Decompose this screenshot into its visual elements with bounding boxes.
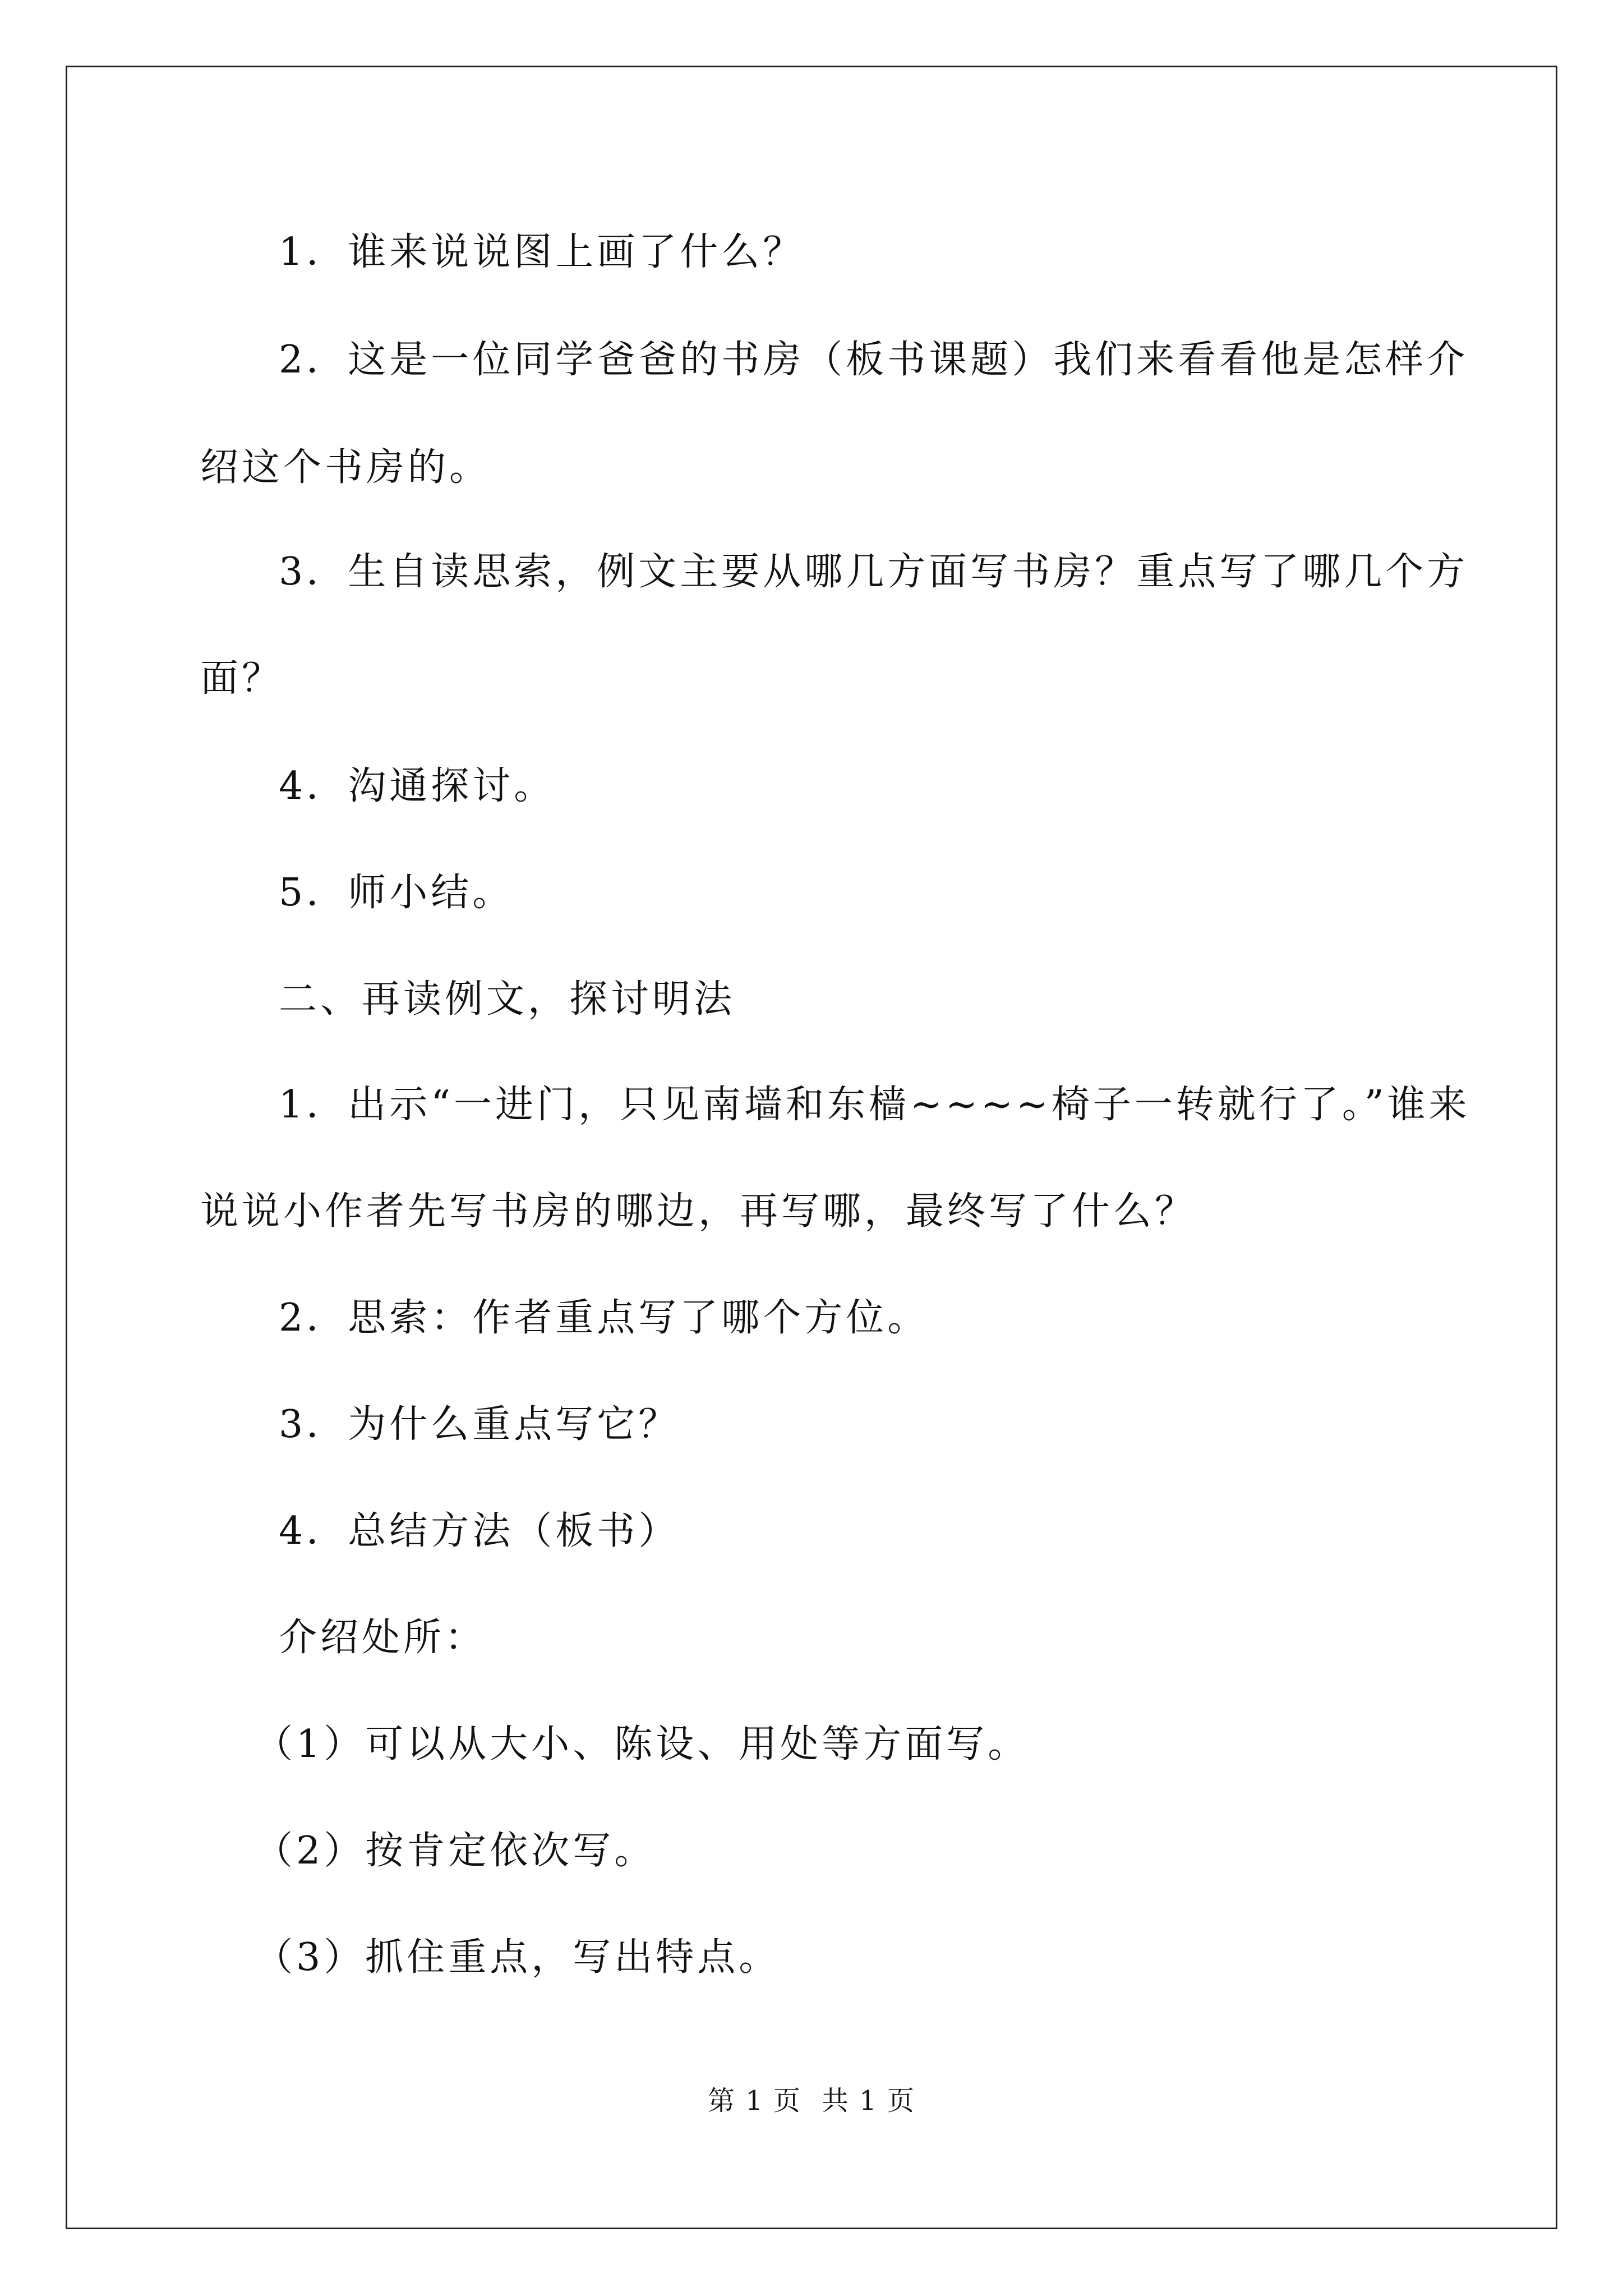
text-line: 绍这个书房的。	[200, 445, 491, 490]
text-line: 2．这是一位同学爸爸的书房（板书课题）我们来看看他是怎样介	[279, 338, 1469, 382]
text-line: 5．师小结。	[279, 871, 514, 915]
list-item: （3）抓住重点，写出特点。	[255, 1935, 781, 1980]
page-total: 共 1 页	[822, 2085, 916, 2116]
text-line: 3．为什么重点写它？	[279, 1402, 680, 1447]
text-line: 1．出示“一进门，只见南墙和东樯~~~~椅子一转就行了。”谁来	[279, 1083, 1470, 1127]
section-heading: 二、再读例文，探讨明法	[279, 977, 736, 1022]
text-line: 说说小作者先写书房的哪边，再写哪，最终写了什么？	[200, 1189, 1197, 1234]
page-border	[66, 66, 1557, 2229]
text-line: 4．沟通探讨。	[279, 764, 556, 808]
text-line: 面？	[200, 656, 284, 701]
list-item: （2）按肯定依次写。	[255, 1829, 656, 1873]
text-line: 1．谁来说说图上画了什么？	[279, 230, 805, 274]
text-line: 2．思索：作者重点写了哪个方位。	[279, 1296, 929, 1340]
page-footer	[0, 2084, 1623, 2118]
text-line: 3．生自读思索，例文主要从哪几方面写书房？重点写了哪几个方	[279, 550, 1469, 594]
text-line: 介绍处所：	[279, 1616, 487, 1660]
list-item: （1）可以从大小、陈设、用处等方面写。	[255, 1722, 1030, 1766]
page-number: 第 1 页	[707, 2085, 801, 2116]
text-line: 4．总结方法（板书）	[279, 1509, 680, 1553]
